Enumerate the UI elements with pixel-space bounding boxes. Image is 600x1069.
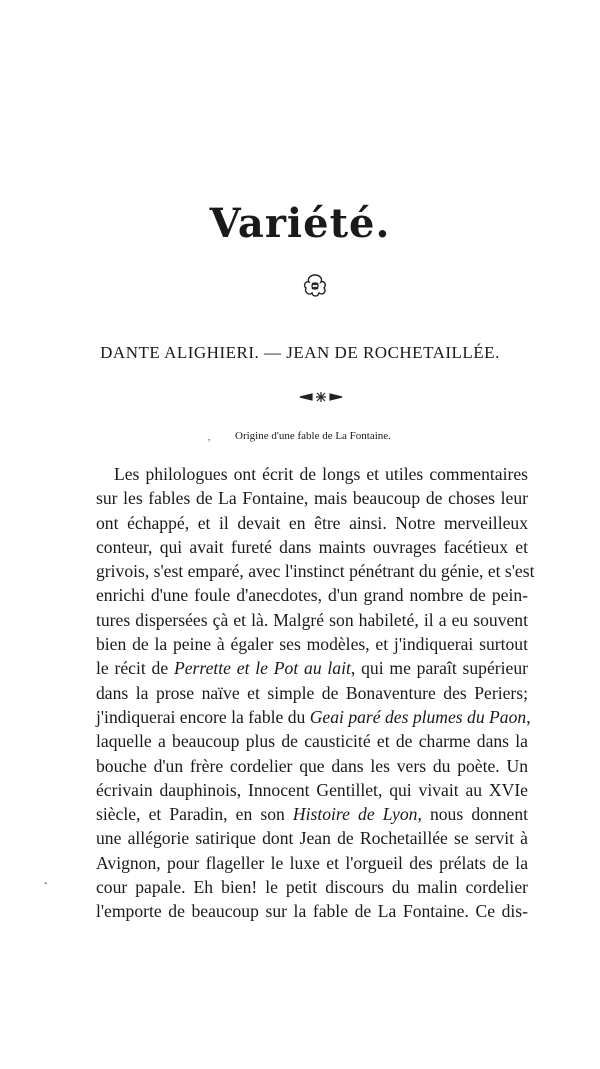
text-line: siècle, et Paradin, en son Histoire de Lyon, nous donnent	[96, 804, 529, 825]
text-line: bouche d'un frère cordelier que dans les vers du poète. Un	[96, 755, 528, 776]
text-line: une allégorie satirique dont Jean de Rochetaillée se servit à	[96, 828, 528, 849]
text-line: laquelle a beaucoup plus de causticité et de charme dans la	[96, 731, 528, 752]
floral-ornament-icon	[301, 272, 329, 300]
text-line: grivois, s'est emparé, avec l'instinct pénétrant du génie, et s'est	[96, 561, 535, 582]
section-heading: Variété.	[209, 200, 391, 247]
text-line: conteur, qui avait fureté dans maints ouvrages facétieux et	[96, 536, 528, 557]
body-paragraph	[96, 462, 535, 924]
origin-note: Origine d'une fable de La Fontaine.	[235, 430, 391, 442]
text-line: le récit de Perrette et le Pot au lait, qui me paraît supérieur	[96, 658, 528, 679]
article-subtitle: DANTE ALIGHIERI. — JEAN DE ROCHETAILLÉE.	[100, 343, 500, 362]
text-line: sur les fables de La Fontaine, mais beaucoup de choses leur	[96, 488, 528, 509]
text-line: l'emporte de beaucoup sur la fable de La Fontaine. Ce dis-	[96, 901, 528, 922]
text-line: Les philologues ont écrit de longs et utiles commentaires	[114, 464, 528, 484]
text-line: cour papale. Eh bien! le petit discours du malin cordelier	[96, 877, 528, 898]
stray-mark: ,	[208, 432, 211, 442]
text-line: ont échappé, et il devait en être ainsi. Notre merveilleux	[96, 512, 528, 533]
divider-ornament-icon	[298, 391, 344, 403]
text-line: dans la prose naïve et simple de Bonaventure des Periers;	[96, 682, 528, 703]
text-line: Avignon, pour flageller le luxe et l'orgueil des prélats de la	[96, 852, 528, 873]
text-line: enrichi d'une foule d'anecdotes, d'un grand nombre de pein-	[96, 585, 528, 606]
text-line: bien de la peine à égaler ses modèles, et j'indiquerai surtout	[96, 634, 528, 655]
margin-mark: -	[44, 878, 48, 889]
text-line: écrivain dauphinois, Innocent Gentillet, qui vivait au XVIe	[96, 779, 528, 800]
text-line: tures dispersées çà et là. Malgré son habileté, il a eu souvent	[96, 609, 528, 630]
text-line: j'indiquerai encore la fable du Geai paré des plumes du Paon,	[96, 706, 531, 727]
